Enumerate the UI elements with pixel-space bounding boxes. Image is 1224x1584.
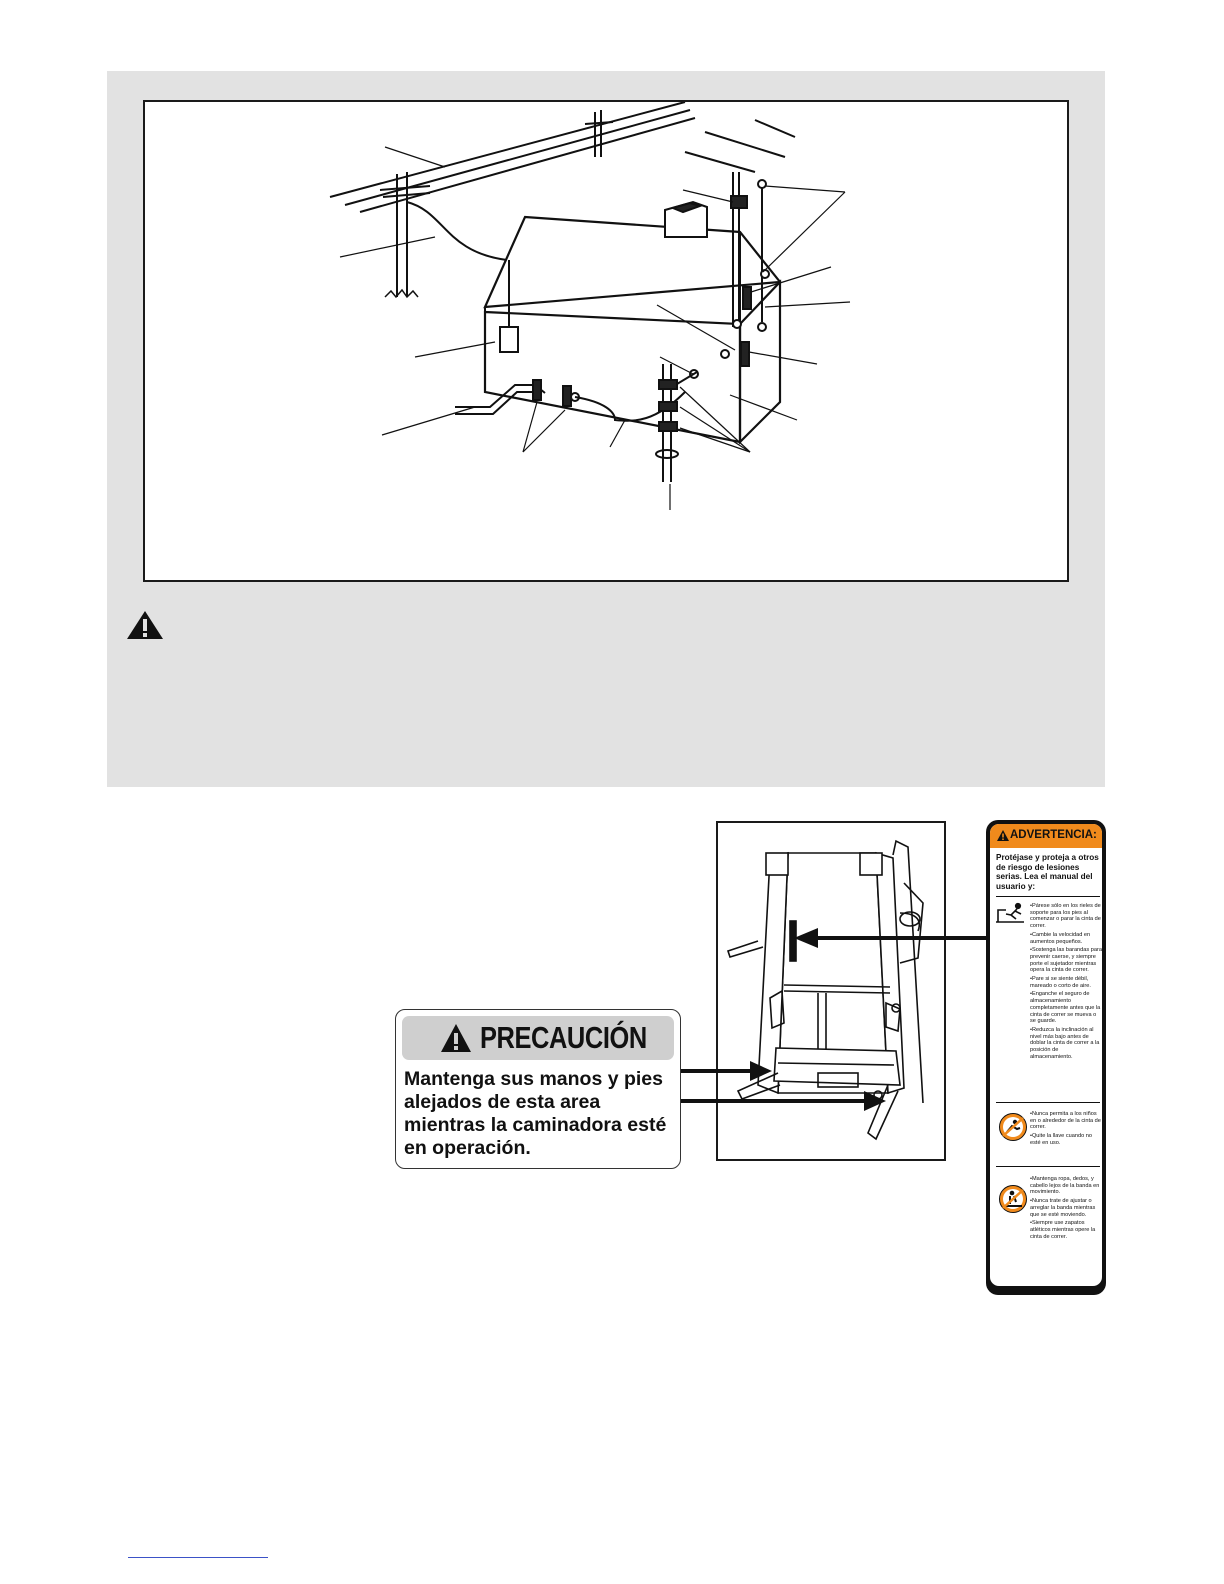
caution-message: Mantenga sus manos y pies alejados de esta area mientras la caminadora esté en operación.	[404, 1068, 667, 1159]
footer-link-underline	[128, 1557, 268, 1558]
no-children-icon	[998, 1112, 1028, 1142]
warning-item: •Pare si se siente débil, mareado o corto de aire.	[1030, 976, 1091, 989]
warning-item: •Enganche el seguro de almacenamiento completamente antes que la cinta de correr se mueva o se guarde.	[1030, 991, 1101, 1025]
no-hands-icon	[998, 1184, 1028, 1214]
fall-hazard-icon	[996, 902, 1026, 924]
caution-title: PRECAUCIÓN	[480, 1020, 647, 1055]
warning-group-1	[1030, 903, 1102, 1062]
warning-label	[986, 820, 1106, 1295]
divider	[996, 896, 1100, 897]
warning-label-header	[990, 824, 1102, 848]
warning-label-title: ADVERTENCIA:	[1010, 829, 1097, 841]
warning-item: •Siempre use zapatos atléticos mientras opere la cinta de correr.	[1030, 1220, 1096, 1240]
warning-item: •Quite la llave cuando no esté en uso.	[1030, 1133, 1092, 1146]
warning-item: •Párese sólo en los rieles de soporte para los pies al comenzar o parar la cinta de correr.	[1030, 903, 1101, 930]
caution-header	[402, 1016, 674, 1060]
warning-triangle-icon	[440, 1023, 472, 1053]
warning-item: •Nunca permita a los niños en o alrededor de la cinta de correr.	[1030, 1111, 1101, 1131]
warning-group-2	[1030, 1111, 1102, 1149]
warning-item: •Sostenga las barandas para prevenir caerse, y siempre porte el sujetador mientras opera la cinta de correr.	[1030, 947, 1102, 974]
warning-label-body	[990, 824, 1102, 1286]
warning-label-intro: Protéjase y proteja a otros de riesgo de lesiones serias. Lea el manual del usuario y:	[996, 853, 1099, 891]
warning-triangle-icon	[997, 830, 1009, 841]
warning-item: •Mantenga ropa, dedos, y cabello lejos de la banda en movimiento.	[1030, 1176, 1100, 1196]
warning-group-3	[1030, 1176, 1102, 1242]
caution-decal	[395, 1009, 681, 1169]
warning-item: •Reduzca la inclinación al nivel más bajo antes de doblar la cinta de correr a la posición de almacenamiento.	[1030, 1026, 1100, 1060]
warning-item: •Cambie la velocidad en aumentos pequeños.	[1030, 931, 1091, 945]
warning-item: •Nunca trate de ajustar o arreglar la banda mientras que se esté moviendo.	[1030, 1198, 1096, 1218]
divider	[996, 1102, 1100, 1103]
divider	[996, 1166, 1100, 1167]
